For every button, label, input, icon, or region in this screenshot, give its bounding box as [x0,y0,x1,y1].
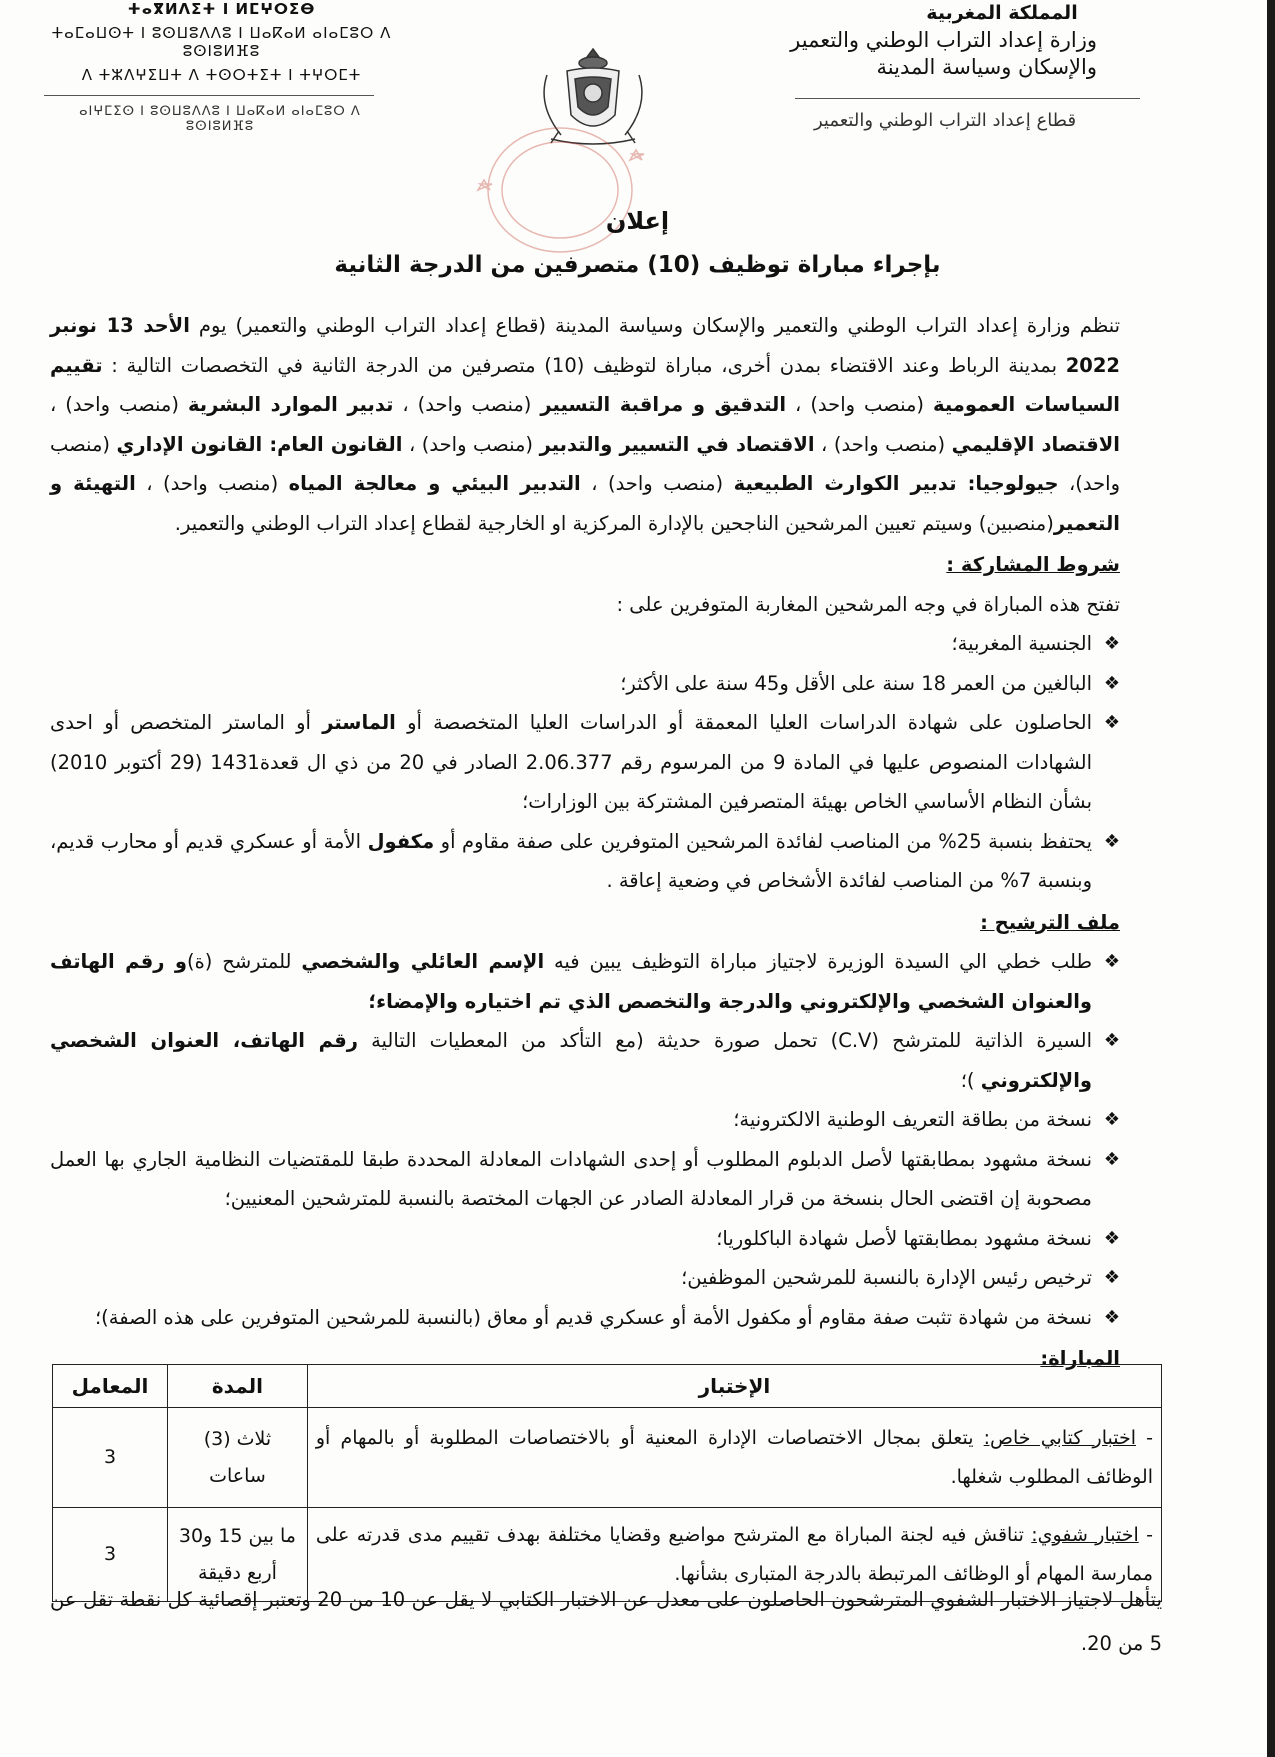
header-divider-left [44,95,374,96]
scan-edge [1267,0,1275,1757]
conditions-list [50,624,1120,901]
bullet-icon: ❖ [1103,951,1120,972]
header-arabic [737,2,1097,80]
tifinagh-sector: ⴰⵏⵖⵎⵉⵙ ⵏ ⵓⵙⵡⵓⴷⴷⵓ ⵏ ⵡⴰⴽⴰⵍ ⴰⵏⴰⵎⵓⵔ ⴷ ⵓⵙⵏⵓⵍⴼⵓ [79,104,361,134]
list-item: ❖ يحتفظ بنسبة 25% من المناصب لفائدة المرشحين المتوفرين على صفة مقاوم أو مكفول الأمة أو عسكري قديم أو محارب قديم، وبنسبة 7% من المناصب لفائدة الأشخاص في وضعية إعاقة . [50,822,1120,901]
list-item: ❖ الجنسية المغربية؛ [50,624,1120,664]
table-header-row [53,1365,1162,1408]
qualification-note: يتأهل لاجتياز الاختبار الشفوي المترشحون الحاصلون على معدل عن الاختبار الكتابي لا يقل عن 10 من 20 وتعتبر إقصائية كل نقطة تقل عن 5 من 20. [50,1588,1162,1655]
cell-coefficient: 3 [53,1508,168,1602]
official-stamp-icon [430,120,700,260]
section-heading-file: ملف الترشيح : [980,910,1120,934]
column-header-test: الإختبار [307,1365,1161,1408]
bullet-icon: ❖ [1103,1148,1120,1170]
cell-coefficient: 3 [53,1408,168,1508]
announcement-body [50,306,1120,1379]
tifinagh-line-2: ⵜⴰⵎⴰⵡⵙⵜ ⵏ ⵓⵙⵡⵓⴷⴷⵓ ⵏ ⵡⴰⴽⴰⵍ ⴰⵏⴰⵎⵓⵔ ⴷ ⵓⵙⵏⵓⵍⴼⵓ [51,24,392,60]
file-list [50,942,1120,1337]
list-item: ❖ نسخة مشهود بمطابقتها لأصل الدبلوم المطلوب أو إحدى الشهادات المعادلة المحددة طبقا للمقتضيات النظامية الجاري بها العمل مصحوبة إن اقتضى الحال بنسخة من قرار المعادلة الصادر عن الجهات المختصة بالنسبة للمترشحين المعنيين؛ [50,1140,1120,1219]
section-heading-exam: المباراة: [1040,1347,1120,1370]
column-header-duration: المدة [167,1365,307,1408]
conditions-intro: تفتح هذه المباراة في وجه المرشحين المغاربة المتوفرين على : [616,592,1120,616]
bullet-icon: ❖ [1103,672,1120,694]
header-tifinagh [44,0,399,84]
cell-duration: ثلاث (3) ساعات [167,1408,307,1508]
ministry-line-1: وزارة إعداد التراب الوطني والتعمير [790,28,1097,52]
exam-table [52,1364,1162,1602]
list-item: ❖ نسخة من شهادة تثبت صفة مقاوم أو مكفول الأمة أو عسكري قديم أو معاق (بالنسبة للمرشحين المتوفرين على هذه الصفة)؛ [50,1298,1120,1338]
bullet-icon: ❖ [1103,712,1120,733]
list-item: ❖ البالغين من العمر 18 سنة على الأقل و45 سنة على الأكثر؛ [50,664,1120,704]
tifinagh-line-1: ⵜⴰⴳⵍⴷⵉⵜ ⵏ ⵍⵎⵖⵔⵉⴱ [127,0,316,18]
list-item: ❖ نسخة مشهود بمطابقتها لأصل شهادة الباكلوريا؛ [50,1219,1120,1259]
bullet-icon: ❖ [1103,1306,1120,1328]
bullet-icon: ❖ [1103,1227,1120,1249]
sector-name: قطاع إعداد التراب الوطني والتعمير [813,110,1077,131]
bullet-icon: ❖ [1103,633,1120,654]
cell-test: - اختبار شفوي: تناقش فيه لجنة المباراة مع المترشح مواضيع وقضايا مختلفة بهدف تقييم مدى قدرته على ممارسة المهام أو الوظائف المرتبطة بالدرجة المتبارى بشأنها. [307,1508,1161,1602]
kingdom-name: المملكة المغربية [926,2,1078,24]
list-item: ❖ الحاصلون على شهادة الدراسات العليا المعمقة أو الدراسات العليا المتخصصة أو الماستر أو الماستر المتخصص أو احدى الشهادات المنصوص عليها في المادة 9 من المرسوم رقم 2.06.377 الصادر في 20 من ذي ال قعدة1431 (29 أكتوبر 2010) بشأن النظام الأساسي الخاص بهيئة المتصرفين المشتركة بين الوزارات؛ [50,703,1120,822]
bullet-icon: ❖ [1103,1030,1120,1051]
cell-duration: ما بين 15 و30 أربع دقيقة [167,1508,307,1602]
announcement-title: إعلان [605,207,670,235]
column-header-coefficient: المعامل [53,1365,168,1408]
section-heading-conditions: شروط المشاركة : [946,553,1120,576]
bullet-icon: ❖ [1103,830,1120,852]
list-item: ❖ ترخيص رئيس الإدارة بالنسبة للمرشحين الموظفين؛ [50,1258,1120,1298]
list-item: ❖ طلب خطي الي السيدة الوزيرة لاجتياز مباراة التوظيف يبين فيه الإسم العائلي والشخصي للمترشح (ة)و رقم الهاتف والعنوان الشخصي والإلكتروني والدرجة والتخصص الذي تم اختياره والإمضاء؛ [50,942,1120,1021]
table-row [53,1408,1162,1508]
list-item: ❖ السيرة الذاتية للمترشح (C.V) تحمل صورة حديثة (مع التأكد من المعطيات التالية رقم الهاتف، العنوان الشخصي والإلكتروني )؛ [50,1021,1120,1100]
bullet-icon: ❖ [1103,1109,1120,1130]
intro-paragraph: تنظم وزارة إعداد التراب الوطني والتعمير والإسكان وسياسة المدينة (قطاع إعداد التراب الوطني والتعمير) يوم الأحد 13 نونبر 2022 بمدينة الرباط وعند الاقتضاء بمدن أخرى، مباراة لتوظيف (10) متصرفين من الدرجة الثانية في التخصصات التالية : تقييم السياسات العمومية (منصب واحد) ، التدقيق و مراقبة التسيير (منصب واحد) ، تدبير الموارد البشرية (منصب واحد) ، الاقتصاد الإقليمي (منصب واحد) ، الاقتصاد في التسيير والتدبير (منصب واحد) ، القانون العام: القانون الإداري (منصب واحد)، جيولوجيا: تدبير الكوارث الطبيعية (منصب واحد) ، التدبير البيئي و معالجة المياه (منصب واحد) ، التهيئة و التعمير(منصبين) وسيتم تعيين المرشحين الناجحين بالإدارة المركزية او الخارجية لقطاع إعداد التراب الوطني والتعمير. [50,314,1121,535]
header-divider-right [795,98,1140,99]
bullet-icon: ❖ [1103,1267,1120,1288]
announcement-subtitle: بإجراء مباراة توظيف (10) متصرفين من الدرجة الثانية [334,252,941,278]
ministry-line-2: والإسكان وسياسة المدينة [876,55,1097,79]
list-item: ❖ نسخة من بطاقة التعريف الوطنية الالكترونية؛ [50,1100,1120,1140]
cell-test: - اختبار كتابي خاص: يتعلق بمجال الاختصاصات الإدارة المعنية أو بالاختصاصات المطلوبة أو بالمهام أو الوظائف المطلوب شغلها. [307,1408,1161,1508]
tifinagh-line-3: ⴷ ⵜⵣⴷⵖⵉⵡⵜ ⴷ ⵜⵙⵔⵜⵉⵜ ⵏ ⵜⵖⵔⵎⵜ [81,66,362,84]
